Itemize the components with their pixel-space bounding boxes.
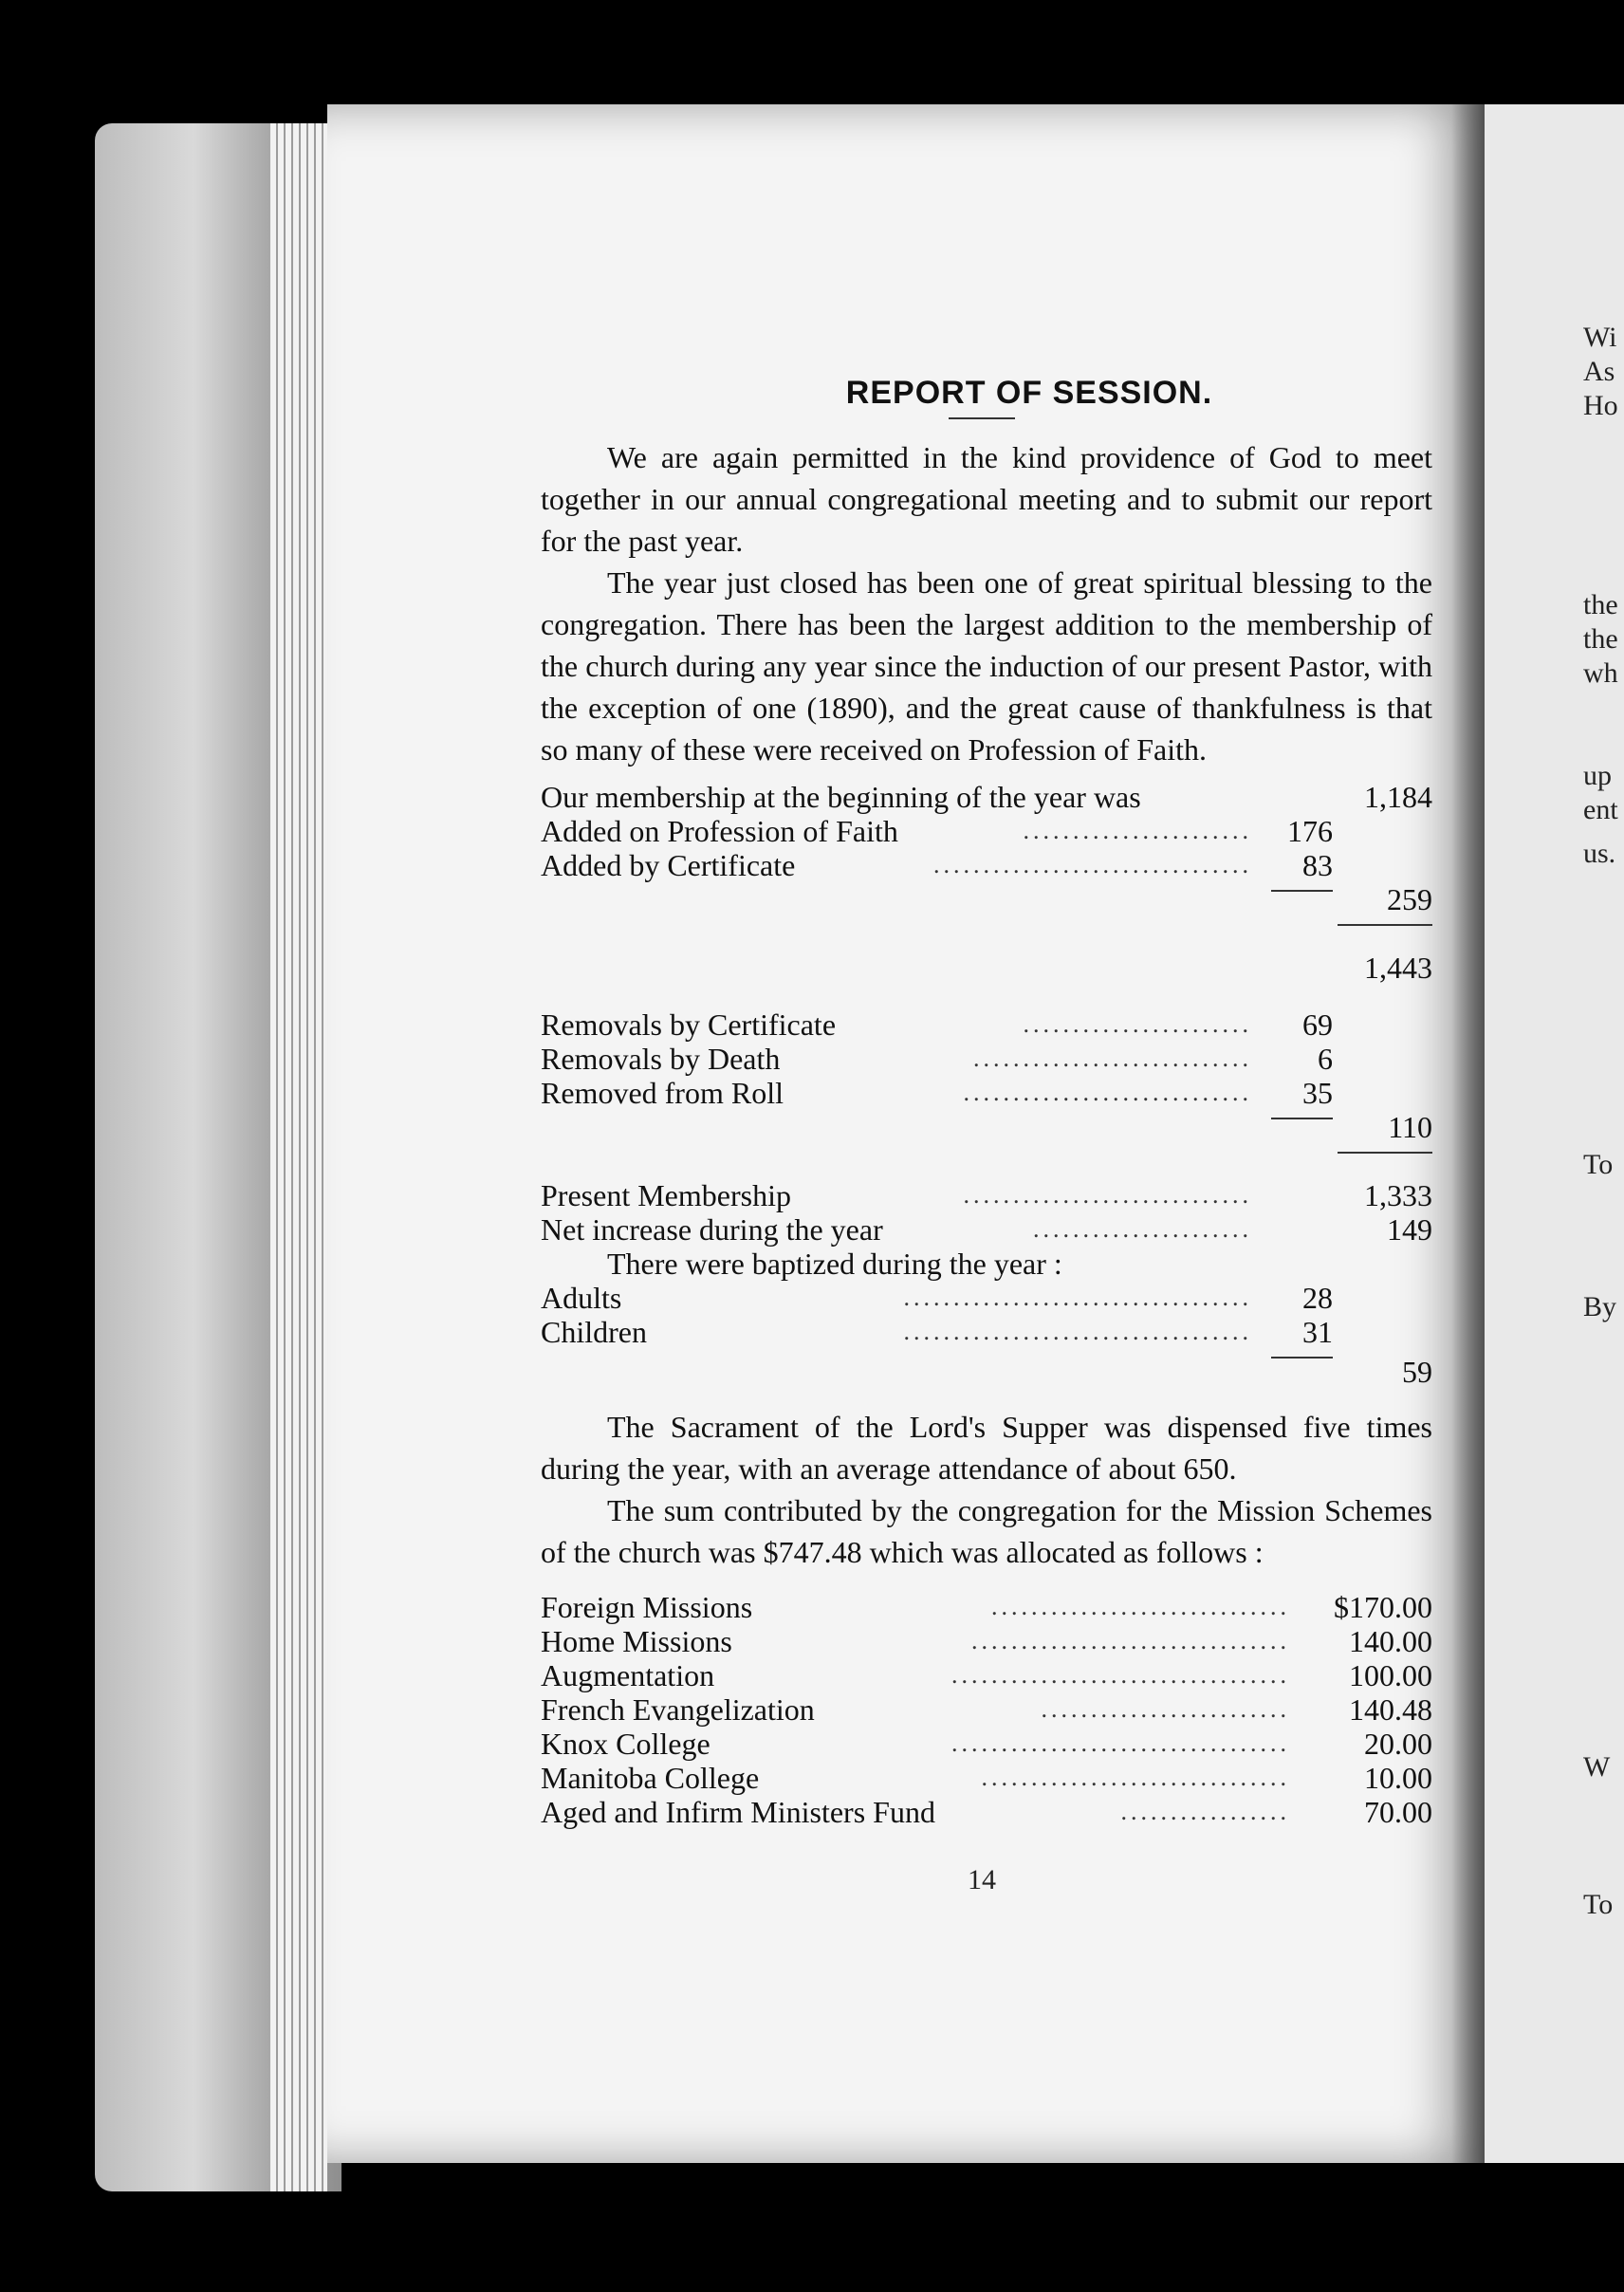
ledger-row: Children ................................... 31 — [541, 1315, 1333, 1349]
allocation-value: 10.00 — [1364, 1761, 1432, 1795]
allocation-value: 140.00 — [1349, 1624, 1432, 1658]
allocation-value: 20.00 — [1364, 1727, 1432, 1761]
ledger-value: 1,333 — [1364, 1178, 1432, 1212]
facing-fragment: ent — [1583, 794, 1618, 825]
ledger-row — [541, 882, 1432, 916]
ledger-value: 149 — [1387, 1212, 1432, 1247]
paragraph: The sum contributed by the congregation for the Mission Schemes of the church was $747.48 which was allocated as follows : — [541, 1493, 1432, 1569]
ledger-total: 1,443 — [1364, 951, 1432, 985]
baptism-heading: There were baptized during the year : — [607, 1247, 1062, 1281]
report-title: REPORT OF SESSION. — [845, 375, 1213, 411]
ledger-row: Net increase during the year ...................... 149 — [541, 1212, 1432, 1247]
allocation-row: Home Missions ................................ 140.00 — [541, 1624, 1432, 1658]
ledger-label: Children — [541, 1315, 647, 1349]
allocation-value: 70.00 — [1364, 1795, 1432, 1829]
ledger-value: 31 — [1302, 1315, 1333, 1349]
ledger-value: 35 — [1302, 1076, 1333, 1110]
allocation-label: Knox College — [541, 1727, 710, 1761]
ledger-total: 259 — [1387, 882, 1432, 916]
ledger-label: Added by Certificate — [541, 848, 796, 882]
facing-fragment: the — [1583, 623, 1618, 655]
ledger-row: Added by Certificate ................................ 83 — [541, 848, 1333, 882]
ledger-label: Removals by Death — [541, 1042, 781, 1076]
title-rule — [949, 417, 1015, 419]
sum-rule — [1271, 1357, 1333, 1359]
allocation-row: French Evangelization ......................... 140.48 — [541, 1692, 1432, 1727]
paragraph: We are again permitted in the kind providence of God to meet together in our annual congregational meeting and to submit our report for the past year. — [541, 440, 1432, 558]
ledger-row: Removals by Death ............................ 6 — [541, 1042, 1333, 1076]
ledger-label: Adults — [541, 1281, 622, 1315]
ledger-total: 110 — [1388, 1110, 1432, 1144]
facing-fragment: the — [1583, 589, 1618, 620]
ledger-row: Removals by Certificate ....................... 69 — [541, 1007, 1333, 1042]
allocation-value: 100.00 — [1349, 1658, 1432, 1692]
facing-fragment: Wi — [1583, 322, 1617, 353]
page-stack — [270, 123, 327, 2191]
facing-fragment: As — [1583, 356, 1615, 387]
facing-fragment: wh — [1583, 657, 1618, 689]
ledger-label: Added on Profession of Faith — [541, 814, 898, 848]
ledger-row — [541, 1349, 1432, 1389]
facing-fragment: W — [1583, 1751, 1611, 1783]
ledger-row — [541, 780, 1432, 814]
facing-fragment: us. — [1583, 838, 1616, 869]
allocation-row: Augmentation .................................. 100.00 — [541, 1658, 1432, 1692]
allocation-label: Manitoba College — [541, 1761, 760, 1795]
paragraph: The Sacrament of the Lord's Supper was dispensed five times during the year, with an average attendance of about 650. — [541, 1410, 1432, 1486]
membership-ledger — [541, 780, 1432, 1389]
ledger-label: Removals by Certificate — [541, 1007, 837, 1042]
ledger-row — [541, 1110, 1432, 1144]
ledger-value: 6 — [1318, 1042, 1333, 1076]
allocations-list — [541, 1590, 1432, 1829]
ledger-value: 83 — [1302, 848, 1333, 882]
ledger-row: Adults ................................... 28 — [541, 1281, 1333, 1315]
facing-fragment: By — [1583, 1291, 1617, 1322]
allocation-label: French Evangelization — [541, 1692, 815, 1727]
paragraph: The year just closed has been one of great spiritual blessing to the congregation. There has been the largest addition to the membership of the church during any year since the induction of our present Pastor, with the exception of one (1890), and the great cause of thankfulness is that so many of these were received on Profession of Faith. — [541, 565, 1432, 767]
ledger-value: 1,184 — [1364, 780, 1432, 814]
page-number: 14 — [968, 1864, 996, 1895]
ledger-row — [541, 1247, 1432, 1281]
allocation-value: 140.48 — [1349, 1692, 1432, 1727]
allocation-label: Aged and Infirm Ministers Fund — [541, 1795, 935, 1829]
ledger-label: Present Membership — [541, 1178, 791, 1212]
ledger-row: Present Membership ............................. 1,333 — [541, 1178, 1432, 1212]
allocation-value: $170.00 — [1334, 1590, 1432, 1624]
ledger-total: 59 — [1402, 1355, 1432, 1389]
facing-fragment: up — [1583, 760, 1612, 791]
allocation-label: Home Missions — [541, 1624, 732, 1658]
ledger-label: Our membership at the beginning of the year was — [541, 780, 1141, 814]
sum-rule — [1271, 1118, 1333, 1119]
facing-fragment: To — [1583, 1889, 1614, 1920]
ledger-value: 69 — [1302, 1007, 1333, 1042]
ledger-label: Net increase during the year — [541, 1212, 883, 1247]
allocation-label: Foreign Missions — [541, 1590, 753, 1624]
facing-page — [1485, 104, 1624, 2163]
allocation-row: Foreign Missions .............................. $170.00 — [541, 1590, 1432, 1624]
allocation-label: Augmentation — [541, 1658, 715, 1692]
ledger-value: 176 — [1287, 814, 1333, 848]
ledger-label: Removed from Roll — [541, 1076, 784, 1110]
report-content — [541, 375, 1432, 1829]
sum-rule — [1338, 1152, 1432, 1154]
allocation-row: Manitoba College ............................... 10.00 — [541, 1761, 1432, 1795]
ledger-row: Removed from Roll ............................. 35 — [541, 1076, 1333, 1110]
ledger-value: 28 — [1302, 1281, 1333, 1315]
sum-rule — [1338, 924, 1432, 926]
facing-fragment: To — [1583, 1149, 1614, 1180]
facing-fragment: Ho — [1583, 390, 1618, 421]
allocation-row: Knox College .................................. 20.00 — [541, 1727, 1432, 1761]
sum-rule — [1271, 890, 1333, 892]
allocation-row: Aged and Infirm Ministers Fund ................. 70.00 — [541, 1795, 1432, 1829]
ledger-row — [541, 951, 1432, 985]
ledger-row: Added on Profession of Faith ....................... 176 — [541, 814, 1333, 848]
